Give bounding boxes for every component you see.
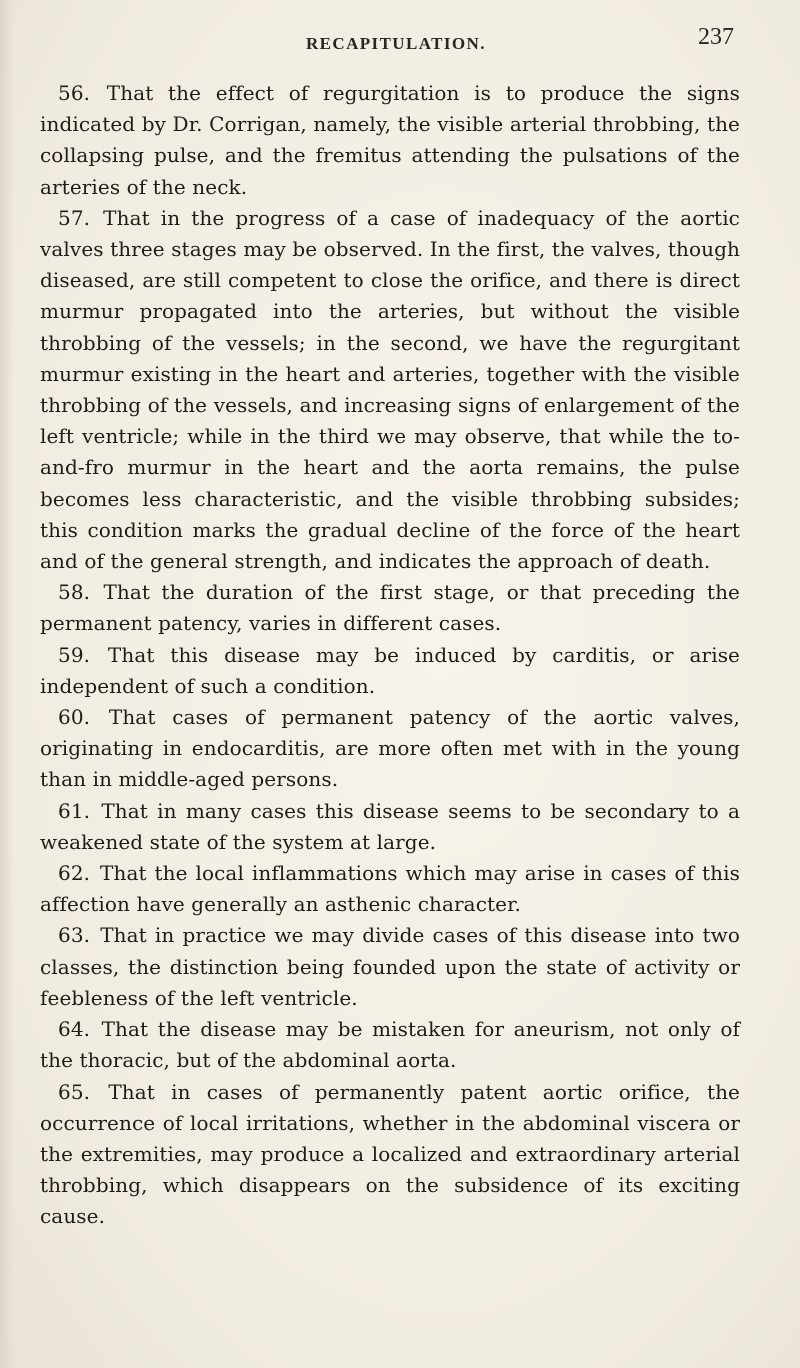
paragraph-number: 60.	[58, 705, 91, 730]
paragraph-text: That in the progress of a case of inadequacy of the aortic valves three stages may be observed. In the first, the valves, though diseased, are still competent to close the orifice, and there is direct murmur propagated into the arteries, but without the visible throbbing of the vessels; in the second, we have the regurgitant murmur existing in the heart and arteries, together with the visible throbbing of the vessels, and increasing signs of enlargement of the left ventricle; while in the third we may observe, that while the to-and-fro murmur in the heart and the aorta remains, the pulse becomes less characteristic, and the visible throbbing subsides; this condition marks the gradual decline of the force of the heart and of the general strength, and indicates the approach of death.	[40, 205, 740, 574]
paragraph-text: That cases of permanent patency of the aortic valves, originating in endocarditis, are more often met with in the young than in middle-aged persons.	[40, 705, 740, 792]
paragraph-number: 56.	[58, 81, 91, 105]
paragraph-61	[40, 796, 740, 858]
paragraph-text: That this disease may be induced by carditis, or arise independent of such a condition.	[40, 642, 740, 698]
paragraph-number: 59.	[58, 642, 91, 667]
body-text	[40, 78, 740, 1233]
paragraph-text: That the effect of regurgitation is to produce the signs indicated by Dr. Corrigan, namely, the visible arterial throbbing, the collapsing pulse, and the fremitus attending the pulsations of the arteries of the neck.	[40, 81, 740, 199]
paragraph-text: That in cases of permanently patent aortic orifice, the occurrence of local irritations, whether in the abdominal viscera or the extremities, may produce a localized and extraordinary arterial throbbing, which disappears on the subsidence of its exciting cause.	[40, 1079, 740, 1229]
paragraph-number: 64.	[58, 1017, 91, 1042]
paragraph-57	[40, 203, 740, 577]
paragraph-number: 61.	[58, 798, 91, 823]
paragraph-64	[40, 1014, 740, 1076]
paragraph-56	[40, 78, 740, 203]
paragraph-number: 62.	[58, 861, 91, 886]
paragraph-58	[40, 577, 740, 639]
page-edge-shadow	[0, 0, 14, 1368]
paragraph-59	[40, 640, 740, 702]
paragraph-62	[40, 858, 740, 920]
paragraph-text: That the disease may be mistaken for aneurism, not only of the thoracic, but of the abdominal aorta.	[40, 1017, 740, 1073]
paragraph-text: That in practice we may divide cases of this disease into two classes, the distinction being founded upon the state of activity or feebleness of the left ventricle.	[40, 923, 740, 1010]
paragraph-text: That in many cases this disease seems to be secondary to a weakened state of the system at large.	[40, 798, 740, 854]
paragraph-number: 65.	[58, 1079, 91, 1104]
paragraph-number: 57.	[58, 205, 91, 230]
paragraph-63	[40, 920, 740, 1014]
paragraph-60	[40, 702, 740, 796]
paragraph-text: That the local inflammations which may arise in cases of this affection have generally an asthenic character.	[40, 861, 740, 917]
paragraph-text: That the duration of the first stage, or that preceding the permanent patency, varies in different cases.	[40, 580, 740, 636]
paragraph-number: 63.	[58, 923, 91, 948]
running-head: RECAPITULATION.	[306, 34, 486, 53]
page-number: 237	[698, 24, 734, 50]
paragraph-number: 58.	[58, 580, 91, 605]
page-header	[0, 20, 800, 60]
paragraph-65	[40, 1077, 740, 1233]
